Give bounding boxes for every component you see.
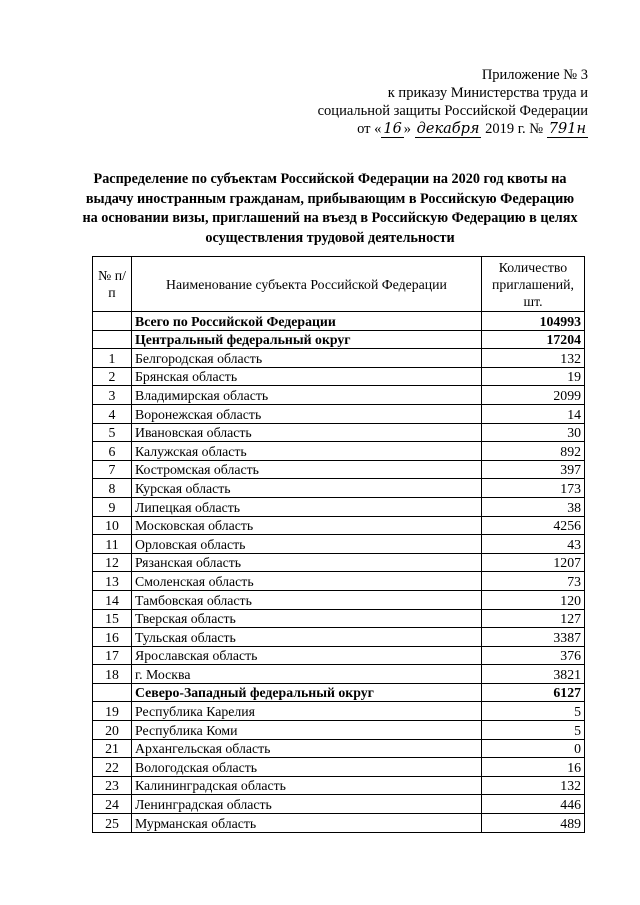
row-quantity: 892 xyxy=(482,442,585,461)
table-row xyxy=(93,349,585,368)
row-subject-name: Центральный федеральный округ xyxy=(132,330,482,349)
table-row xyxy=(93,535,585,554)
row-subject-name: Московская область xyxy=(132,516,482,535)
row-quantity: 132 xyxy=(482,349,585,368)
table-row xyxy=(93,721,585,740)
table-row xyxy=(93,814,585,833)
document-title: Распределение по субъектам Российской Федерации на 2020 год квоты на выдачу иностранным гражданам, прибывающим в Российскую Федерацию на основании визы, приглашений на въезд в Российскую Федерацию в целях осуществления трудовой деятельности xyxy=(82,171,578,246)
row-quantity: 17204 xyxy=(482,330,585,349)
row-quantity: 127 xyxy=(482,609,585,628)
row-subject-name: Всего по Российской Федерации xyxy=(132,312,482,331)
row-number: 10 xyxy=(93,516,132,535)
table-row xyxy=(93,590,585,609)
row-subject-name: Липецкая область xyxy=(132,497,482,516)
table-row xyxy=(93,795,585,814)
row-subject-name: Белгородская область xyxy=(132,349,482,368)
row-subject-name: Ивановская область xyxy=(132,423,482,442)
row-number xyxy=(93,312,132,331)
appendix-line-2: к приказу Министерства труда и xyxy=(387,85,588,101)
row-subject-name: Рязанская область xyxy=(132,553,482,572)
table-row xyxy=(93,404,585,423)
row-quantity: 3387 xyxy=(482,628,585,647)
row-quantity: 132 xyxy=(482,776,585,795)
table-row xyxy=(93,386,585,405)
row-quantity: 5 xyxy=(482,702,585,721)
row-number: 9 xyxy=(93,497,132,516)
row-number: 6 xyxy=(93,442,132,461)
row-number: 23 xyxy=(93,776,132,795)
row-quantity: 1207 xyxy=(482,553,585,572)
table-row xyxy=(93,609,585,628)
order-date-line xyxy=(318,120,588,138)
row-quantity: 38 xyxy=(482,497,585,516)
row-quantity: 2099 xyxy=(482,386,585,405)
row-quantity: 0 xyxy=(482,739,585,758)
row-number: 2 xyxy=(93,367,132,386)
row-quantity: 6127 xyxy=(482,683,585,702)
table-row xyxy=(93,330,585,349)
row-subject-name: Костромская область xyxy=(132,460,482,479)
table-row xyxy=(93,776,585,795)
appendix-line-3: социальной защиты Российской Федерации xyxy=(317,103,588,119)
date-year: 2019 г. № xyxy=(485,121,544,137)
appendix-header xyxy=(318,66,588,138)
row-number xyxy=(93,330,132,349)
row-number: 12 xyxy=(93,553,132,572)
row-number: 11 xyxy=(93,535,132,554)
table-row xyxy=(93,442,585,461)
row-quantity: 14 xyxy=(482,404,585,423)
row-quantity: 5 xyxy=(482,721,585,740)
row-subject-name: Тамбовская область xyxy=(132,590,482,609)
table-row xyxy=(93,646,585,665)
order-number: 791н xyxy=(548,121,586,137)
row-number: 19 xyxy=(93,702,132,721)
row-quantity: 30 xyxy=(482,423,585,442)
table-row xyxy=(93,516,585,535)
row-subject-name: Архангельская область xyxy=(132,739,482,758)
row-number: 20 xyxy=(93,721,132,740)
row-number: 25 xyxy=(93,814,132,833)
quota-table xyxy=(92,256,585,833)
row-number: 7 xyxy=(93,460,132,479)
row-number: 1 xyxy=(93,349,132,368)
table-row xyxy=(93,460,585,479)
row-subject-name: Республика Коми xyxy=(132,721,482,740)
table-row xyxy=(93,553,585,572)
date-month: декабря xyxy=(416,121,480,137)
table-row xyxy=(93,312,585,331)
row-quantity: 104993 xyxy=(482,312,585,331)
row-quantity: 3821 xyxy=(482,665,585,684)
row-quantity: 489 xyxy=(482,814,585,833)
row-number xyxy=(93,683,132,702)
row-number: 15 xyxy=(93,609,132,628)
row-quantity: 120 xyxy=(482,590,585,609)
row-number: 21 xyxy=(93,739,132,758)
row-number: 4 xyxy=(93,404,132,423)
table-row xyxy=(93,702,585,721)
table-row xyxy=(93,683,585,702)
row-quantity: 376 xyxy=(482,646,585,665)
row-subject-name: Ленинградская область xyxy=(132,795,482,814)
row-subject-name: Тверская область xyxy=(132,609,482,628)
row-number: 3 xyxy=(93,386,132,405)
row-subject-name: Ярославская область xyxy=(132,646,482,665)
date-prefix: от « xyxy=(357,121,382,137)
table-row xyxy=(93,665,585,684)
row-quantity: 173 xyxy=(482,479,585,498)
header-num: № п/п xyxy=(93,257,132,312)
table-row xyxy=(93,739,585,758)
row-subject-name: Северо-Западный федеральный округ xyxy=(132,683,482,702)
row-number: 16 xyxy=(93,628,132,647)
row-subject-name: Владимирская область xyxy=(132,386,482,405)
table-row xyxy=(93,479,585,498)
date-day: 16 xyxy=(383,121,402,137)
row-number: 8 xyxy=(93,479,132,498)
row-quantity: 19 xyxy=(482,367,585,386)
header-name: Наименование субъекта Российской Федерации xyxy=(132,257,482,312)
appendix-line-1: Приложение № 3 xyxy=(481,67,588,83)
row-number: 24 xyxy=(93,795,132,814)
table-row xyxy=(93,628,585,647)
table-row xyxy=(93,497,585,516)
row-subject-name: Брянская область xyxy=(132,367,482,386)
table-row xyxy=(93,423,585,442)
row-subject-name: Мурманская область xyxy=(132,814,482,833)
row-subject-name: Курская область xyxy=(132,479,482,498)
row-quantity: 446 xyxy=(482,795,585,814)
table-row xyxy=(93,572,585,591)
table-header-row xyxy=(93,257,585,312)
row-subject-name: Калужская область xyxy=(132,442,482,461)
row-subject-name: Тульская область xyxy=(132,628,482,647)
row-subject-name: Калининградская область xyxy=(132,776,482,795)
row-quantity: 43 xyxy=(482,535,585,554)
row-quantity: 73 xyxy=(482,572,585,591)
table-row xyxy=(93,758,585,777)
row-quantity: 4256 xyxy=(482,516,585,535)
row-quantity: 16 xyxy=(482,758,585,777)
row-number: 5 xyxy=(93,423,132,442)
row-number: 18 xyxy=(93,665,132,684)
row-subject-name: г. Москва xyxy=(132,665,482,684)
row-number: 13 xyxy=(93,572,132,591)
row-subject-name: Орловская область xyxy=(132,535,482,554)
row-number: 22 xyxy=(93,758,132,777)
row-subject-name: Смоленская область xyxy=(132,572,482,591)
row-subject-name: Воронежская область xyxy=(132,404,482,423)
header-qty: Количество приглашений, шт. xyxy=(482,257,585,312)
row-number: 14 xyxy=(93,590,132,609)
table-row xyxy=(93,367,585,386)
row-number: 17 xyxy=(93,646,132,665)
row-subject-name: Республика Карелия xyxy=(132,702,482,721)
row-subject-name: Вологодская область xyxy=(132,758,482,777)
row-quantity: 397 xyxy=(482,460,585,479)
date-mid: » xyxy=(403,121,412,137)
